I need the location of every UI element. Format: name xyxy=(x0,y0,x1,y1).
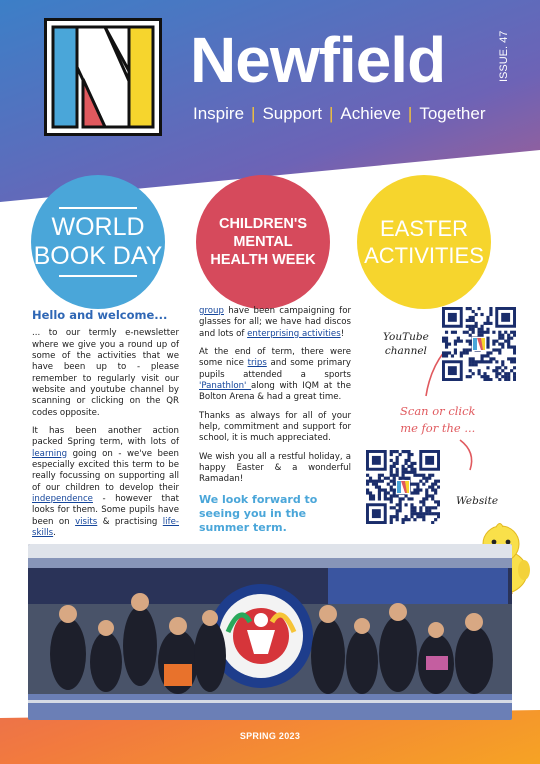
panathlon-group-photo xyxy=(28,544,512,720)
scan-caption-line: me for the ... xyxy=(400,420,476,435)
tagline-separator: | xyxy=(407,104,413,123)
learning-link[interactable]: learning xyxy=(32,448,68,459)
tagline-word: Inspire xyxy=(193,104,245,123)
tagline-word: Together xyxy=(419,104,486,123)
website-qr-code[interactable] xyxy=(366,450,440,524)
welcome-heading: Hello and welcome... xyxy=(32,308,168,322)
circle-line: ACTIVITIES xyxy=(364,243,484,268)
closing-message: We look forward to seeing you in the summer term. xyxy=(199,492,318,535)
circle-line: EASTER xyxy=(379,215,469,241)
trips-paragraph: At the end of term, there were some nice trips and some primary pupils attended a sports 'Panathlon' along with IQM at the Bolton Arena & had a great time. xyxy=(199,347,351,403)
intro-paragraph: ... to our termly e-newsletter where we give you a round up of some of the activities that we have been up to - please remember to regularly visit our website and youtube channel by scanning or clicking on the QR codes opposite. xyxy=(32,328,179,418)
tagline-word: Achieve xyxy=(340,104,401,123)
thanks-paragraph: Thanks as always for all of your help, commitment and support for school, it is much appreciated. xyxy=(199,410,351,444)
youtube-caption-line: YouTube xyxy=(383,331,429,343)
footer-season: SPRING 2023 xyxy=(239,731,301,741)
rrsa-group-link[interactable]: group xyxy=(199,306,224,316)
scan-caption xyxy=(400,403,476,436)
trips-link[interactable]: trips xyxy=(247,358,267,369)
website-caption: Website xyxy=(456,495,499,507)
spring-term-paragraph: It has been another action packed Spring term, with lots of learning going on - we've been especially excited this term to be really focussing on supporting all of our children to develop their independence - however that looks for them. Some pupils have been on visits & practising life-skills. xyxy=(32,425,179,539)
enterprising-activities-link[interactable]: enterprising activities xyxy=(247,328,341,339)
tagline-separator: | xyxy=(251,104,256,123)
youtube-qr-code[interactable] xyxy=(442,307,516,381)
tagline-separator: | xyxy=(329,104,334,123)
circle-line: WORLD xyxy=(51,213,145,242)
brand-title: Newfield xyxy=(190,24,446,96)
tagline-word: Support xyxy=(262,104,322,123)
scan-caption-line: Scan or click xyxy=(400,404,476,418)
visits-link[interactable]: visits xyxy=(75,516,98,527)
panathlon-link[interactable]: 'Panathlon' xyxy=(199,381,252,392)
youtube-caption-line: channel xyxy=(384,345,427,358)
issue-number: ISSUE. 47 xyxy=(498,30,510,82)
rrsa-paragraph: group have been campaigning for glasses for all; we have had discos and lots of enterprising activities! xyxy=(199,306,351,339)
circle-line: BOOK DAY xyxy=(33,242,163,270)
circle-line: MENTAL xyxy=(233,233,293,250)
life-skills-link[interactable]: life-skills xyxy=(32,516,179,539)
holiday-paragraph: We wish you all a restful holiday, a happy Easter & a wonderful Ramadan! xyxy=(199,451,351,485)
circle-line: CHILDREN'S xyxy=(218,215,308,232)
independence-link[interactable]: independence xyxy=(32,493,93,504)
circle-line: HEALTH WEEK xyxy=(210,252,316,269)
